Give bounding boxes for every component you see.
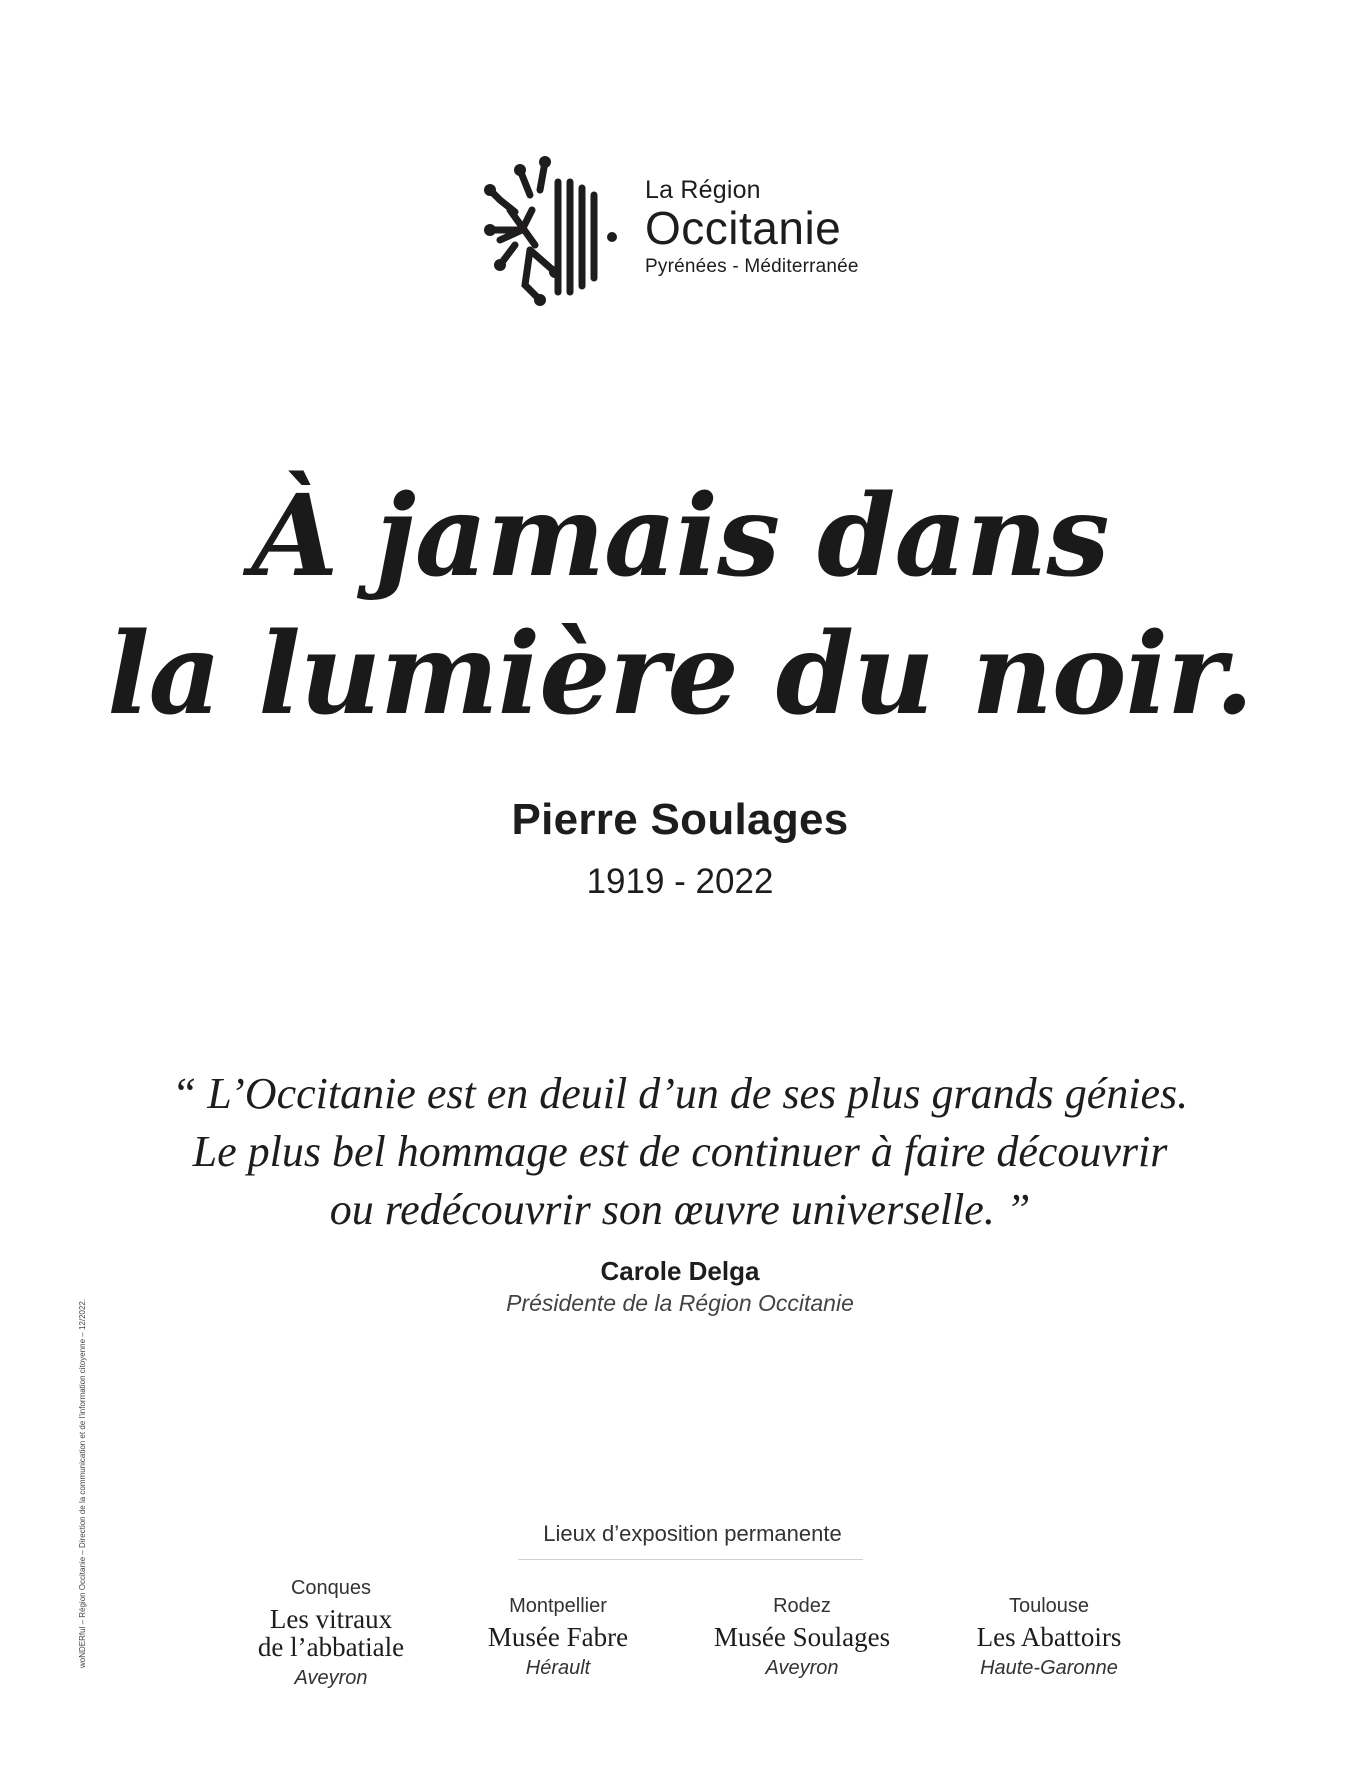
venue-city: Montpellier [509, 1595, 607, 1617]
quote-line2: Le plus bel hommage est de continuer à faire découvrir [192, 1127, 1168, 1176]
quote-author-role: Présidente de la Région Occitanie [506, 1290, 854, 1316]
brand-line1: La Région [645, 176, 761, 204]
venue-item [929, 1594, 1169, 1680]
venue-item [682, 1594, 922, 1680]
venue-department: Aveyron [765, 1657, 839, 1679]
venue-department: Aveyron [294, 1667, 368, 1689]
venue-city: Conques [290, 1577, 372, 1599]
venue-name: Musée Soulages [713, 1622, 891, 1652]
venue-department: Haute-Garonne [980, 1657, 1118, 1679]
venue-city: Rodez [773, 1595, 831, 1617]
quote-line3: ou redécouvrir son œuvre universelle. ” [329, 1185, 1031, 1234]
venues-title: Lieux d’exposition permanente [543, 1521, 842, 1546]
quote [0, 1065, 1360, 1239]
quote-author: Carole Delga [600, 1256, 760, 1286]
venue-department: Hérault [525, 1657, 591, 1679]
quote-line1: “ L’Occitanie est en deuil d’un de ses plus grands génies. [171, 1069, 1189, 1118]
venue-city: Toulouse [1008, 1595, 1090, 1617]
venue-name: Les vitraux de l’abbatiale [257, 1604, 405, 1662]
brand-line3: Pyrénées - Méditerranée [645, 256, 859, 277]
headline-line2: la lumière du noir. [107, 609, 1253, 740]
venues-divider [518, 1559, 863, 1560]
venue-item [438, 1594, 678, 1680]
venue-name: Musée Fabre [487, 1622, 629, 1652]
print-credit: woNDERful – Région Occitanie – Direction de la communication et de l’information citoyenne – 12/2022. [78, 1298, 87, 1668]
venue-item [211, 1576, 451, 1690]
artist-years: 1919 - 2022 [586, 862, 774, 901]
brand-line2: Occitanie [645, 202, 842, 254]
occitan-cross-icon [470, 150, 630, 310]
artist-name: Pierre Soulages [511, 795, 849, 844]
venue-name: Les Abattoirs [976, 1622, 1122, 1652]
region-logo [470, 150, 910, 310]
headline-line1: À jamais dans [251, 471, 1109, 602]
headline [0, 468, 1360, 744]
region-brand-text [645, 178, 859, 276]
